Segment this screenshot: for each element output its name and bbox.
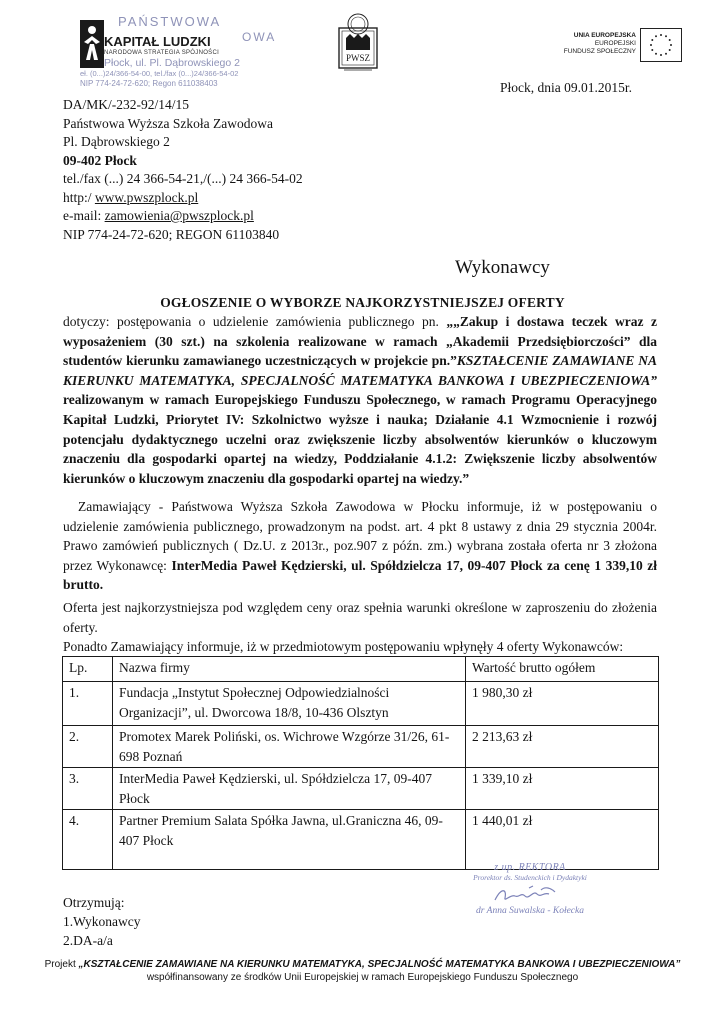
recipients-title: Otrzymują: [63, 895, 125, 910]
decision-text: Zamawiający - Państwowa Wyższa Szkoła Zawodowa w Płocku informuje, iż w postępowaniu o udzielenie zamówienia publicznego, prowadzonym na podst. art. 4 pkt 8 ustawy z dnia 29 stycznia 2004r. Prawo zamówień publicznych ( Dz.U. z 2013r., poz.907 z późn. zm.) wybrana została oferta nr 3 złożona przez Wykonawcę: [63, 499, 657, 573]
table-row [63, 682, 659, 726]
signature-authority: z up. REKTORA [494, 862, 566, 873]
row-company: Partner Premium Salata Spółka Jawna, ul.Graniczna 46, 09-407 Płock [113, 810, 466, 870]
list-item: 1.Wykonawcy [63, 914, 141, 929]
eu-line-1: UNIA EUROPEJSKA [573, 32, 636, 39]
row-lp: 2. [63, 726, 113, 768]
kapital-ludzki-subtitle: NARODOWA STRATEGIA SPÓJNOŚCI [104, 50, 220, 56]
row-value: 1 440,01 zł [466, 810, 659, 870]
website-link[interactable]: www.pwszplock.pl [94, 189, 199, 205]
eu-flag-icon [640, 28, 682, 62]
paragraph-decision [63, 497, 657, 595]
subject-subaction: Zwiększenie liczby absolwentów kierunków o kluczowym znaczeniu dla gospodarki opartej na wiedzy.” [63, 451, 658, 486]
sender-street: Pl. Dąbrowskiego 2 [63, 134, 170, 149]
sender-website-row [63, 189, 303, 208]
email-prefix: e-mail: [63, 208, 102, 223]
table-row [63, 768, 659, 810]
footer-project-name: „KSZTAŁCENIE ZAMAWIANE NA KIERUNKU MATEMATYKA, SPECJALNOŚĆ MATEMATYKA BANKOWA I UBEZPIECZENIOWA” [78, 959, 681, 970]
signature-stamp [430, 862, 630, 916]
eu-logo-text [548, 32, 636, 56]
header-value: Wartość brutto ogółem [466, 657, 659, 682]
handwritten-signature-icon [485, 884, 575, 906]
signature-role: Prorektor ds. Studenckich i Dydaktyki [473, 873, 587, 882]
paragraph-subject [63, 312, 657, 488]
table-row [63, 726, 659, 768]
pwsz-crest-text: PWSZ [345, 53, 371, 63]
row-lp: 3. [63, 768, 113, 810]
row-company: InterMedia Paweł Kędzierski, ul. Spółdzielcza 17, 09-407 Płock [113, 768, 466, 810]
sender-email-row [63, 207, 303, 226]
list-item: 2.DA-a/a [63, 933, 113, 948]
row-lp: 1. [63, 682, 113, 726]
row-value: 1 339,10 zł [466, 768, 659, 810]
website-prefix: http:/ [63, 189, 92, 205]
row-value: 1 980,30 zł [466, 682, 659, 726]
reference-number: DA/MK/-232-92/14/15 [63, 97, 189, 112]
kapital-ludzki-emblem-icon [80, 20, 104, 68]
row-lp: 4. [63, 810, 113, 870]
subject-programme: realizowanym w ramach Europejskiego Funduszu Społecznego, w ramach Programu Operacyjnego Kapitał Ludzki, Priorytet IV: Szkolnictwo wyższe i nauka; Działanie 4.1 Wzmocnienie i rozwój potencjału dydaktycznego uczelni oraz zwiększenie liczby absolwentów kierunków o kluczowym znaczeniu dla gospodarki opartej na wiedzy, Poddziałanie 4.1.2: [63, 392, 657, 467]
document-heading: OGŁOSZENIE O WYBORZE NAJKORZYSTNIEJSZEJ OFERTY [160, 295, 565, 310]
recipient-title: Wykonawcy [455, 257, 550, 278]
email-link[interactable]: zamowienia@pwszplock.pl [104, 208, 254, 223]
row-company: Fundacja „Instytut Społecznej Odpowiedzialności Organizacji”, ul. Dworcowa 18/8, 10-436 Olsztyn [113, 682, 466, 726]
project-footer [0, 958, 725, 984]
sender-phone: tel./fax (...) 24 366-54-21,/(...) 24 366-54-02 [63, 171, 303, 186]
row-company: Promotex Marek Poliński, os. Wichrowe Wzgórze 31/26, 61-698 Poznań [113, 726, 466, 768]
stamp-org-name-end: OWA [242, 30, 277, 44]
stamp-phone: eł. (0...)24/366-54-00, tel./fax (0...)24/366-54-02 [80, 69, 239, 78]
table-row [63, 810, 659, 870]
stamp-org-name: PAŃSTWOWA [118, 14, 222, 29]
sender-nip-regon: NIP 774-24-72-620; REGON 61103840 [63, 226, 280, 242]
recipients-list [63, 893, 141, 950]
stamp-address: Płock, ul. Pl. Dąbrowskiego 2 [104, 57, 240, 69]
eu-line-3: FUNDUSZ SPOŁECZNY [563, 48, 636, 55]
footer-funding-line: współfinansowany ze środków Unii Europejskiej w ramach Europejskiego Funduszu Społecznego [146, 972, 579, 983]
signature-name: dr Anna Suwalska - Kołecka [475, 906, 584, 916]
subject-title: „„Zakup i dostawa teczek wraz z wyposażeniem (30 szt.) na szkolenia realizowane w ramach „Akademii Przedsiębiorczości” dla studentów kierunku zamawianego uczestniczących w projekcie pn.” [63, 314, 658, 369]
footer-prefix: Projekt [44, 959, 79, 970]
sender-address-block [63, 96, 303, 244]
sender-city: 09-402 Płock [63, 152, 137, 168]
header-lp: Lp. [63, 657, 113, 682]
eu-line-2: EUROPEJSKI [594, 40, 636, 47]
pwsz-crest-icon [336, 12, 380, 76]
document-date: Płock, dnia 09.01.2015r. [500, 80, 632, 95]
offers-table [62, 656, 659, 870]
subject-prefix: dotyczy: postępowania o udzielenie zamówienia publicznego pn. [63, 314, 447, 329]
paragraph-justification: Oferta jest najkorzystniejsza pod względem ceny oraz spełnia warunki określone w zaproszeniu do złożenia oferty. [63, 600, 657, 635]
footer-project-line [0, 958, 725, 971]
row-value: 2 213,63 zł [466, 726, 659, 768]
paragraph-offers-intro: Ponadto Zamawiający informuje, iż w przedmiotowym postępowaniu wpłynęły 4 oferty Wykonawców: [63, 639, 624, 654]
winning-offer: InterMedia Paweł Kędzierski, ul. Spółdzielcza 17, 09-407 Płock za cenę 1 339,10 zł brutto. [63, 557, 657, 593]
sender-name: Państwowa Wyższa Szkoła Zawodowa [63, 115, 274, 131]
table-header-row [63, 657, 659, 682]
stamp-nip: NIP 774-24-72-620; Regon 611038403 [80, 79, 218, 88]
header-company: Nazwa firmy [113, 657, 466, 682]
project-name: KSZTAŁCENIE ZAMAWIANE NA KIERUNKU MATEMATYKA, SPECJALNOŚĆ MATEMATYKA BANKOWA I UBEZPIECZENIOWA” [63, 353, 657, 388]
kapital-ludzki-name: KAPITAŁ LUDZKI [104, 34, 211, 49]
